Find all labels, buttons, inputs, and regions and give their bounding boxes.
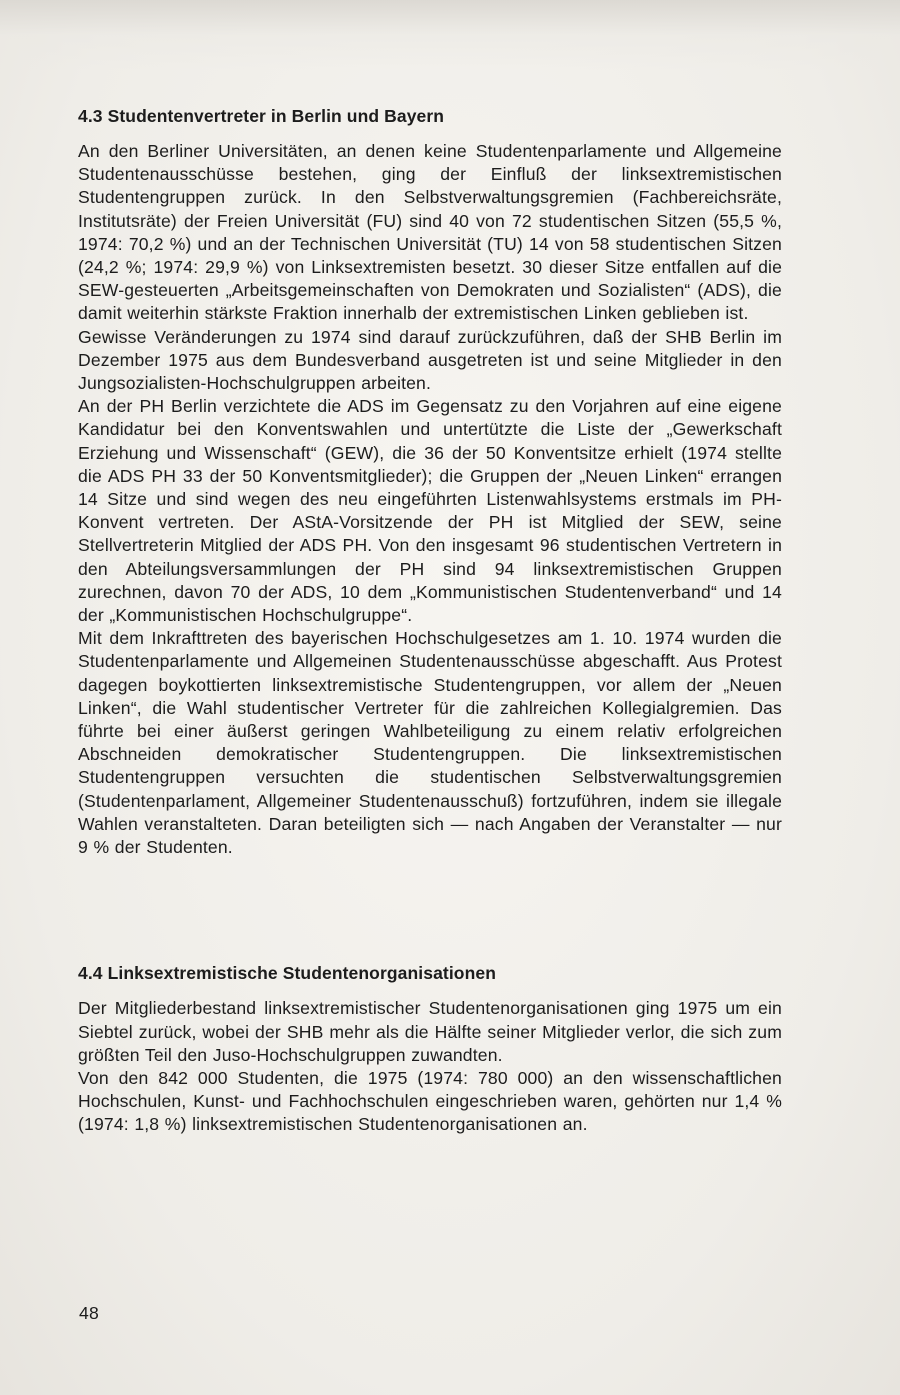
page-content — [78, 104, 782, 1137]
scan-edge-shadow — [0, 0, 900, 70]
paragraph-membership: Der Mitgliederbestand linksextremistischer Studentenorganisationen ging 1975 um ein Siebtel zurück, wobei der SHB mehr als die Hälfte seiner Mitglieder verlor, die sich zum größten Teil den Juso-Hochschulgruppen zuwandten. — [78, 998, 782, 1065]
section-4-4 — [78, 961, 782, 1136]
paragraph-bavaria: Mit dem Inkrafttreten des bayerischen Hochschulgesetzes am 1. 10. 1974 wurden die Studentenparlamente und Allgemeinen Studentenausschüsse abgeschafft. Aus Protest dagegen boykottierten linksextremistische Studentengruppen, vor allem der „Neuen Linken“, die Wahl studentischer Vertreter für die zahlreichen Kollegialgremien. Das führte bei einer äußerst geringen Wahlbeteiligung zu einem relativ erfolgreichen Abschneiden demokratischer Studentengruppen. Die linksextremistischen Studentengruppen versuchten die studentischen Selbstverwaltungsgremien (Studentenparlament, Allgemeiner Studentenausschuß) fortzuführen, indem sie illegale Wahlen veranstalteten. Daran beteiligten sich — nach Angaben der Veranstalter — nur 9 % der Studenten. — [78, 628, 782, 858]
section-heading-4-4: 4.4 Linksextremistische Studentenorganisationen — [78, 963, 497, 984]
paragraph-student-numbers: Von den 842 000 Studenten, die 1975 (1974: 780 000) an den wissenschaftlichen Hochschulen, Kunst- und Fachhochschulen eingeschrieben waren, gehörten nur 1,4 % (1974: 1,8 %) linksextremistischen Studentenorganisationen an. — [78, 1067, 782, 1135]
paragraph-changes-1974: Gewisse Veränderungen zu 1974 sind darauf zurückzuführen, daß der SHB Berlin im Dezember 1975 aus dem Bundesverband ausgetreten ist und seine Mitglieder in den Jungsozialisten-Hochschulgruppen arbeiten. — [78, 326, 782, 394]
paragraph-ph-berlin: An der PH Berlin verzichtete die ADS im Gegensatz zu den Vorjahren auf eine eigene Kandidatur bei den Konventswahlen und untertützte die Liste der „Gewerkschaft Erziehung und Wissenschaft“ (GEW), die 36 der 50 Konventsitze erhielt (1974 stellte die ADS PH 33 der 50 Konventsmitglieder); die Gruppen der „Neuen Linken“ errangen 14 Sitze und sind wegen des neu eingeführten Listenwahlsystems erstmals im PH-Konvent vertreten. Der AStA-Vorsitzende der PH ist Mitglied der SEW, seine Stellvertreterin Mitglied der ADS PH. Von den insgesamt 96 studentischen Vertretern in den Abteilungsversammlungen der PH sind 94 linksextremistischen Gruppen zurechnen, davon 70 der ADS, 10 dem „Kommunistischen Studentenverband“ und 14 der „Kommunistischen Hochschulgruppe“. — [78, 396, 782, 626]
page-number: 48 — [79, 1303, 99, 1323]
paragraph-berlin-universities: An den Berliner Universitäten, an denen keine Studentenparlamente und Allgemeine Studentenausschüsse bestehen, ging der Einfluß der linksextremistischen Studentengruppen zurück. In den Selbstverwaltungsgremien (Fachbereichsräte, Institutsräte) der Freien Universität (FU) sind 40 von 72 studentischen Sitzen (55,5 %, 1974: 70,2 %) und an der Technischen Universität (TU) 14 von 58 studentischen Sitzen (24,2 %; 1974: 29,9 %) von Linksextremisten besetzt. 30 dieser Sitze entfallen auf die SEW-gesteuerten „Arbeitsgemeinschaften von Demokraten und Sozialisten“ (ADS), die damit weiterhin stärkste Fraktion innerhalb der extremistischen Linken geblieben ist. — [78, 141, 782, 324]
section-heading-4-3: 4.3 Studentenvertreter in Berlin und Bayern — [78, 106, 445, 126]
